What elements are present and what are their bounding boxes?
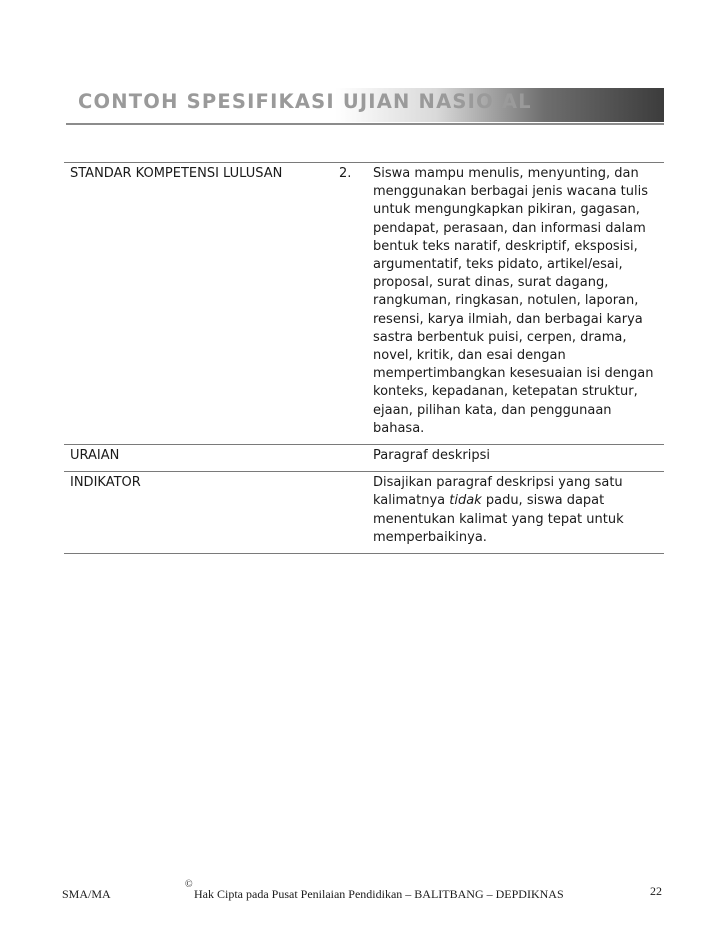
footer-copyright-text: Hak Cipta pada Pusat Penilaian Pendidikan – BALITBANG – DEPDIKNAS xyxy=(194,887,564,901)
row-label-skl: STANDAR KOMPETENSI LULUSAN xyxy=(70,166,283,181)
page-title: CONTOH SPESIFIKASI UJIAN NASIO AL xyxy=(78,90,532,113)
row-text-uraian: Paragraf deskripsi xyxy=(373,448,490,464)
indikator-text-end: padu, siswa dapat menentukan kalimat yang tepat untuk memperbaikinya. xyxy=(373,493,624,545)
row-number xyxy=(329,445,363,472)
row-text-skl: Siswa mampu menulis, menyunting, dan menggunakan berbagai jenis wacana tulis untuk mengungkapkan pikiran, gagasan, pendapat, perasaan, dan informasi dalam bentuk teks naratif, deskriptif, eksposisi, argumentatif, teks pidato, artikel/esai, proposal, surat dinas, surat dagang, rangkuman, ringkasan, notulen, laporan, resensi, karya ilmiah, dan berbagai karya sastra berbentuk puisi, cerpen, drama, novel, kritik, dan esai dengan mempertimbangkan kesesuaian isi dengan konteks, kepadanan, ketepatan struktur, ejaan, pilihan kata, dan penggunaan bahasa. xyxy=(373,166,654,436)
table-row xyxy=(64,445,664,472)
table-row xyxy=(64,163,664,445)
row-number: 2. xyxy=(339,166,352,181)
copyright-icon: © xyxy=(185,879,193,890)
specification-table xyxy=(64,162,664,554)
indikator-text-start: Disajikan paragraf deskripsi yang satu kalimatnya xyxy=(373,475,623,509)
row-text-indikator xyxy=(363,472,664,554)
banner-underline xyxy=(66,123,664,125)
row-label-indikator: INDIKATOR xyxy=(70,475,141,491)
indikator-text-emphasis: tidak xyxy=(449,493,482,509)
table-row xyxy=(64,472,664,554)
page-number: 22 xyxy=(650,884,662,898)
row-label-uraian: URAIAN xyxy=(70,448,120,464)
footer-school-level: SMA/MA xyxy=(62,887,111,901)
row-number xyxy=(329,472,363,554)
